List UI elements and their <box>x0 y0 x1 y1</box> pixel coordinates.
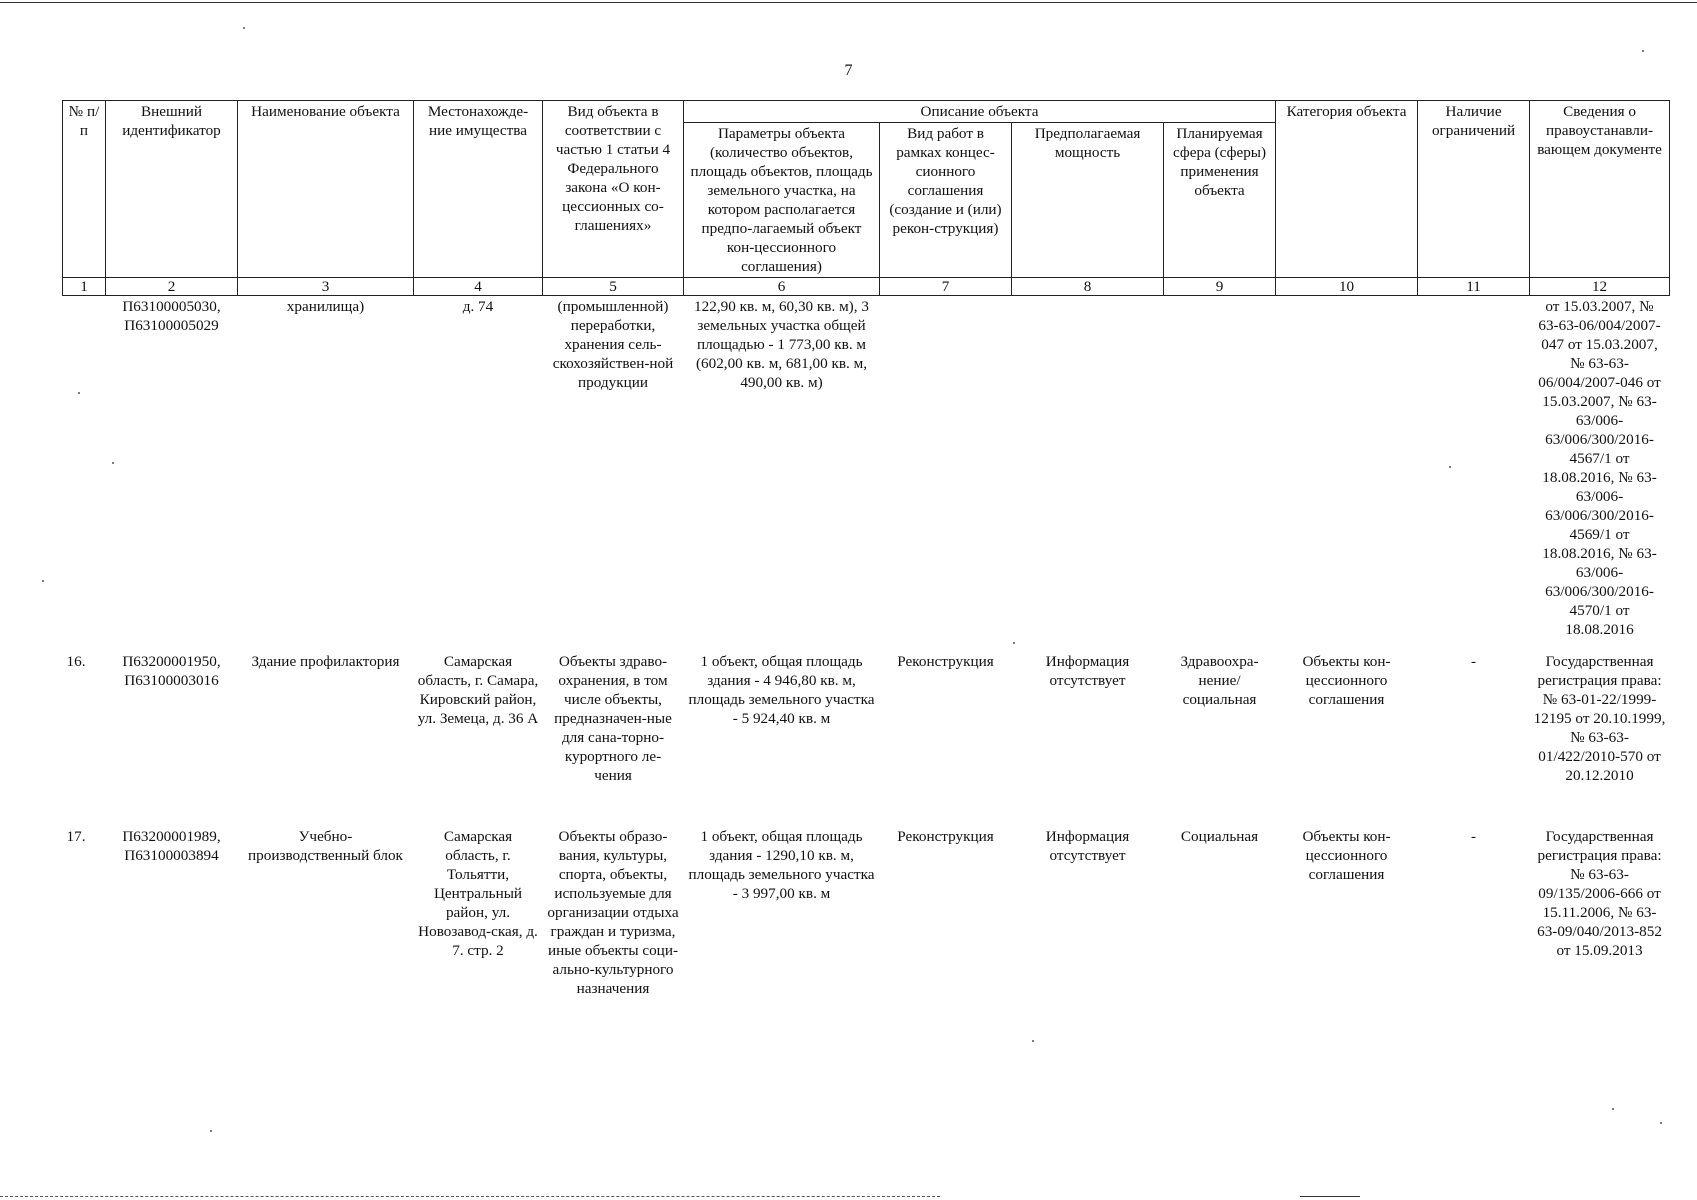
header-num: № п/п <box>63 101 106 278</box>
header-location: Местонахожде-ние имущества <box>414 101 543 278</box>
header-title-document: Сведения о правоустанавли-вающем документе <box>1530 101 1670 278</box>
header-category: Категория объекта <box>1276 101 1418 278</box>
header-capacity: Предполагаемая мощность <box>1012 123 1164 278</box>
row-restrictions: - <box>1471 827 1477 845</box>
scan-speck <box>1642 50 1644 52</box>
row-work-type: Реконструкция <box>897 652 994 670</box>
row-number: 16. <box>66 652 86 670</box>
scan-edge-bottom <box>0 1196 940 1197</box>
header-external-id: Внешний идентификатор <box>106 101 238 278</box>
row-location: Самарская область, г. Тольятти, Центральный район, ул. Новозавод-ская, д. 7. стр. 2 <box>418 827 538 959</box>
table-row <box>63 651 1670 826</box>
scan-speck <box>78 392 80 394</box>
scan-speck <box>42 580 44 582</box>
row-number: 17. <box>66 827 86 845</box>
row-object-type: Объекты образо-вания, культуры, спорта, объекты, используемые для организации отдыха граждан и туризма, иные объекты соци-ально-культурного назначения <box>547 827 679 997</box>
row-work-type <box>880 296 1012 651</box>
page-number: 7 <box>844 62 853 79</box>
column-number: 10 <box>1276 278 1418 296</box>
column-number: 4 <box>414 278 543 296</box>
row-external-ids: П63200001950, П63100003016 <box>122 652 221 689</box>
row-category <box>1276 296 1418 651</box>
concession-objects-table <box>62 100 1670 999</box>
row-external-ids: П63100005030, П63100005029 <box>106 296 238 651</box>
scan-speck <box>1013 642 1015 644</box>
header-object-type: Вид объекта в соответствии с частью 1 статьи 4 Федерального закона «О кон-цессионных со-глашениях» <box>543 101 684 278</box>
scan-speck <box>112 462 114 464</box>
row-parameters: 1 объект, общая площадь здания - 4 946,80 кв. м, площадь земельного участка - 5 924,40 кв. м <box>688 652 875 727</box>
header-sphere: Планируемая сфера (сферы) применения объекта <box>1164 123 1276 278</box>
scan-speck <box>243 27 245 29</box>
row-capacity: Информация отсутствует <box>1045 827 1130 864</box>
header-parameters: Параметры объекта (количество объектов, площадь объектов, площадь земельного участка, на котором располагается предпо-лагаемый объект кон-цессионного соглашения) <box>684 123 880 278</box>
scan-speck <box>1612 1108 1614 1110</box>
row-title-document: Государственная регистрация права: № 63-01-22/1999-12195 от 20.10.1999, № 63-63-01/422/2010-570 от 20.12.2010 <box>1533 652 1666 784</box>
column-number: 9 <box>1164 278 1276 296</box>
column-number: 8 <box>1012 278 1164 296</box>
scan-edge-bottom-right <box>1300 1196 1360 1197</box>
row-location: д. 74 <box>414 296 543 651</box>
scan-speck <box>1449 466 1451 468</box>
row-title-document: от 15.03.2007, № 63-63-06/004/2007-047 от 15.03.2007, № 63-63-06/004/2007-046 от 15.03.2007, № 63-63/006-63/006/300/2016-4567/1 от 18.08.2016, № 63-63/006-63/006/300/2016-4569/1 от 18.08.2016, № 63-63/006-63/006/300/2016-4570/1 от 18.08.2016 <box>1530 296 1670 651</box>
row-title-document: Государственная регистрация права: № 63-63-09/135/2006-666 от 15.11.2006, № 63-63-09/040/2013-852 от 15.09.2013 <box>1537 827 1662 959</box>
row-location: Самарская область, г. Самара, Кировский район, ул. Земеца, д. 36 А <box>417 652 539 727</box>
scan-speck <box>1660 1122 1662 1124</box>
table-row <box>63 296 1670 651</box>
row-sphere <box>1164 296 1276 651</box>
row-sphere: Здравоохра-нение/ социальная <box>1180 652 1259 708</box>
row-work-type: Реконструкция <box>897 827 994 845</box>
header-object-name: Наименование объекта <box>238 101 414 278</box>
header-restrictions: Наличие ограничений <box>1418 101 1530 278</box>
scan-speck <box>1032 1040 1034 1042</box>
column-number: 2 <box>106 278 238 296</box>
header-object-description: Описание объекта <box>684 101 1276 123</box>
row-category: Объекты кон-цессионного соглашения <box>1302 827 1391 883</box>
row-object-type: (промышленной) переработки, хранения сель-скохозяйствен-ной продукции <box>543 296 684 651</box>
column-number: 6 <box>684 278 880 296</box>
column-number: 11 <box>1418 278 1530 296</box>
row-sphere: Социальная <box>1180 827 1259 845</box>
row-restrictions: - <box>1471 652 1477 670</box>
column-number: 3 <box>238 278 414 296</box>
table-row <box>63 826 1670 999</box>
row-capacity: Информация отсутствует <box>1045 652 1130 689</box>
row-external-ids: П63200001989, П63100003894 <box>122 827 221 864</box>
column-number: 7 <box>880 278 1012 296</box>
row-restrictions <box>1418 296 1530 651</box>
column-number: 1 <box>63 278 106 296</box>
row-parameters: 1 объект, общая площадь здания - 1290,10 кв. м, площадь земельного участка - 3 997,00 кв. м <box>688 827 875 902</box>
column-number: 5 <box>543 278 684 296</box>
header-work-type: Вид работ в рамках концес-сионного соглашения (создание и (или) рекон-струкция) <box>880 123 1012 278</box>
row-object-type: Объекты здраво-охранения, в том числе объекты, предназначен-ные для сана-торно-курортного ле-чения <box>554 652 672 784</box>
column-number: 12 <box>1530 278 1670 296</box>
scan-speck <box>210 1130 212 1132</box>
row-category: Объекты кон-цессионного соглашения <box>1302 652 1391 708</box>
row-object-name: Учебно-производственный блок <box>248 827 403 864</box>
row-capacity <box>1012 296 1164 651</box>
row-parameters: 122,90 кв. м, 60,30 кв. м), 3 земельных участка общей площадью - 1 773,00 кв. м (602,00 кв. м, 681,00 кв. м, 490,00 кв. м) <box>684 296 880 651</box>
scan-edge-top <box>0 2 1697 3</box>
row-number <box>63 296 106 651</box>
row-object-name: Здание профилактория <box>251 652 400 670</box>
row-object-name: хранилища) <box>238 296 414 651</box>
